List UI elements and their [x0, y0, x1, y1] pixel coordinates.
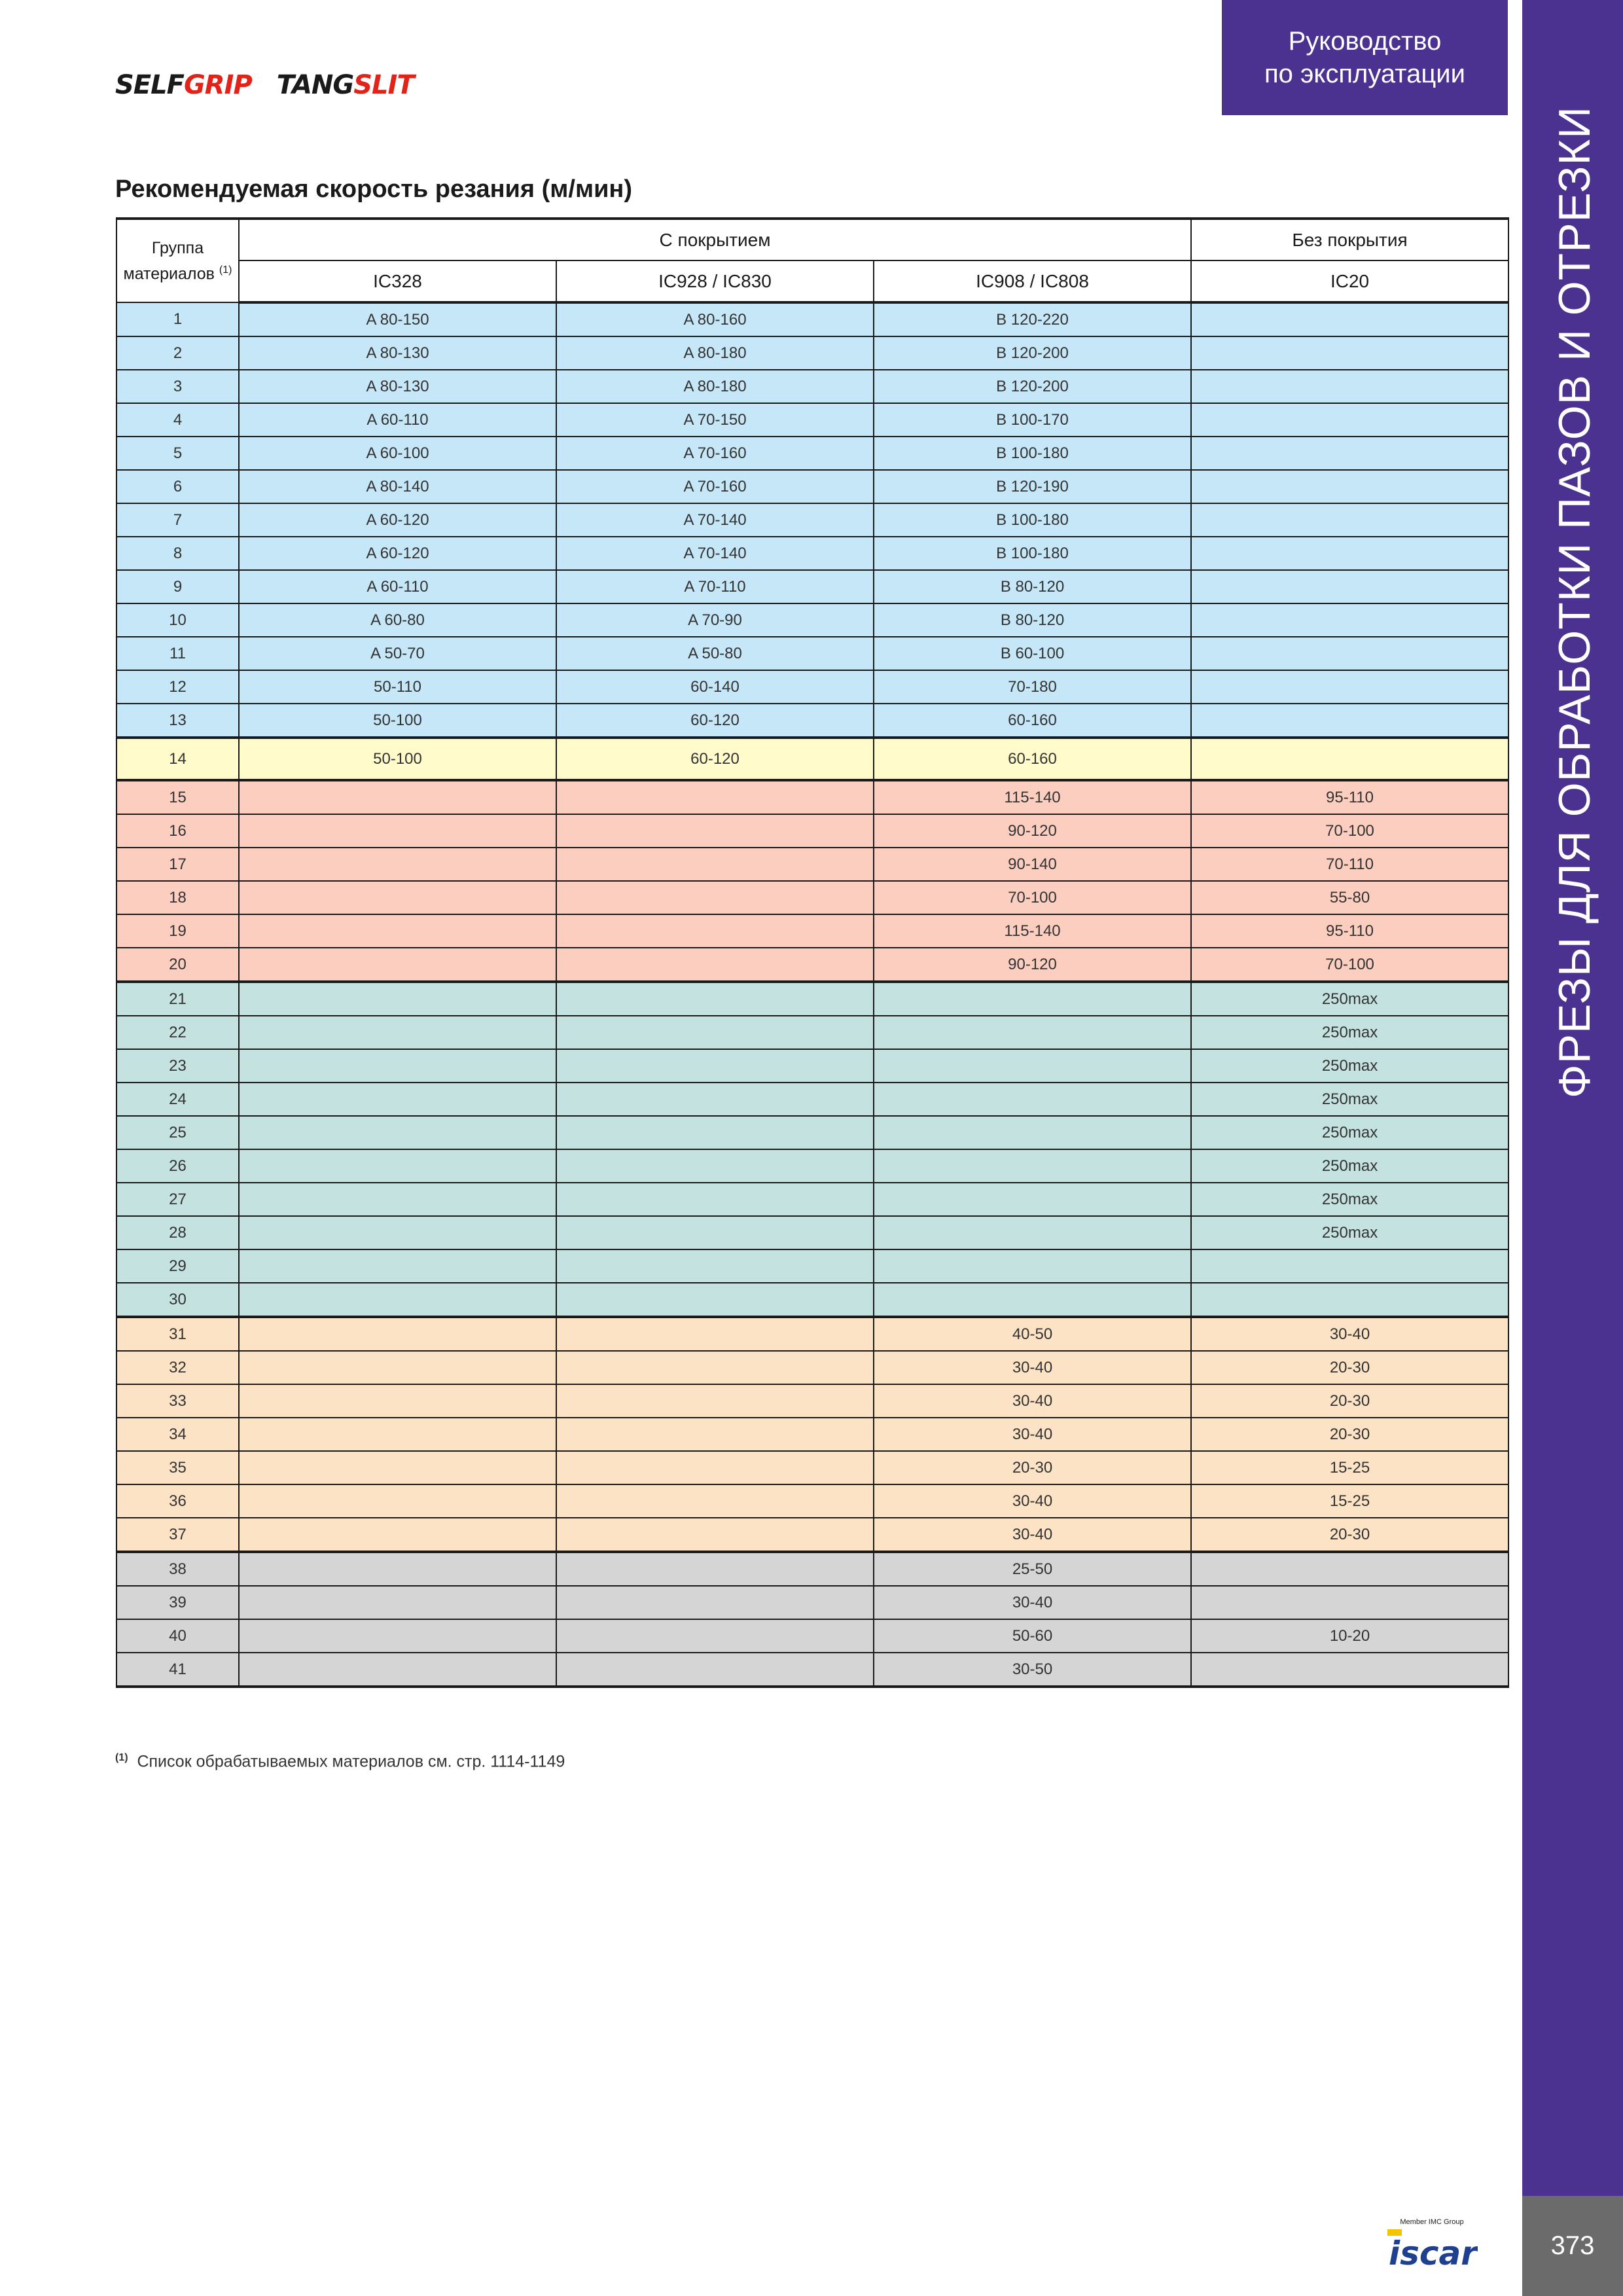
speed-cell: A 70-160: [556, 437, 874, 470]
speed-cell: A 70-110: [556, 570, 874, 603]
speed-cell: A 80-130: [239, 370, 556, 403]
speed-cell: [1191, 1249, 1508, 1283]
speed-cell: A 80-180: [556, 370, 874, 403]
material-group-cell: 26: [116, 1149, 239, 1183]
material-group-cell: 8: [116, 537, 239, 570]
speed-cell: [556, 1653, 874, 1687]
material-group-cell: 25: [116, 1116, 239, 1149]
material-group-cell: 36: [116, 1484, 239, 1518]
material-group-cell: 33: [116, 1384, 239, 1418]
table-row: [116, 1283, 1508, 1317]
manual-label-line2: по эксплуатации: [1264, 60, 1465, 88]
footnote-text: Список обрабатываемых материалов см. стр. 1114-1149: [137, 1752, 565, 1771]
column-header-ic20: IC20: [1191, 260, 1508, 302]
manual-label-line1: Руководство: [1288, 27, 1442, 56]
speed-cell: 95-110: [1191, 780, 1508, 814]
speed-cell: 30-40: [874, 1586, 1191, 1619]
speed-cell: [239, 814, 556, 848]
speed-cell: 60-160: [874, 704, 1191, 738]
speed-cell: A 60-120: [239, 503, 556, 537]
speed-cell: B 100-170: [874, 403, 1191, 437]
speed-cell: 55-80: [1191, 881, 1508, 914]
table-row: [116, 704, 1508, 738]
column-header-ic328: IC328: [239, 260, 556, 302]
speed-cell: [239, 1317, 556, 1351]
speed-cell: [556, 780, 874, 814]
speed-cell: [556, 1484, 874, 1518]
speed-cell: 30-40: [1191, 1317, 1508, 1351]
material-group-cell: 15: [116, 780, 239, 814]
speed-cell: 20-30: [1191, 1384, 1508, 1418]
speed-cell: B 100-180: [874, 437, 1191, 470]
table-row: [116, 470, 1508, 503]
iscar-tagline: Member IMC Group: [1400, 2218, 1464, 2226]
table-row: [116, 738, 1508, 780]
speed-cell: [1191, 1283, 1508, 1317]
speed-cell: 90-140: [874, 848, 1191, 881]
material-group-cell: 32: [116, 1351, 239, 1384]
speed-cell: A 80-140: [239, 470, 556, 503]
speed-cell: [1191, 1653, 1508, 1687]
material-group-cell: 6: [116, 470, 239, 503]
table-row: [116, 1451, 1508, 1484]
speed-cell: [874, 1083, 1191, 1116]
speed-cell: [1191, 503, 1508, 537]
speed-cell: [556, 1351, 874, 1384]
speed-cell: [239, 1518, 556, 1552]
table-row: [116, 982, 1508, 1016]
speed-cell: [239, 1484, 556, 1518]
iscar-name: iscar: [1389, 2234, 1477, 2271]
material-group-cell: 30: [116, 1283, 239, 1317]
brand-logos: [115, 68, 414, 102]
table-row: [116, 1317, 1508, 1351]
speed-cell: [874, 1116, 1191, 1149]
table-row: [116, 1552, 1508, 1586]
speed-cell: [239, 1083, 556, 1116]
speed-cell: [556, 1216, 874, 1249]
speed-cell: 15-25: [1191, 1451, 1508, 1484]
speed-cell: 50-110: [239, 670, 556, 704]
speed-cell: A 60-80: [239, 603, 556, 637]
table-row: [116, 1049, 1508, 1083]
speed-cell: [556, 1552, 874, 1586]
footnote: [115, 1752, 565, 1771]
table-row: [116, 1586, 1508, 1619]
material-group-cell: 31: [116, 1317, 239, 1351]
speed-cell: 60-160: [874, 738, 1191, 780]
material-group-cell: 12: [116, 670, 239, 704]
column-header-ic908: IC908 / IC808: [874, 260, 1191, 302]
speed-cell: [239, 1384, 556, 1418]
material-group-cell: 19: [116, 914, 239, 948]
table-row: [116, 336, 1508, 370]
speed-cell: 30-40: [874, 1384, 1191, 1418]
speed-cell: B 120-200: [874, 370, 1191, 403]
table-row: [116, 914, 1508, 948]
speed-cell: [239, 1653, 556, 1687]
material-group-cell: 40: [116, 1619, 239, 1653]
speed-cell: [1191, 570, 1508, 603]
speed-cell: 90-120: [874, 948, 1191, 982]
column-header-ic928: IC928 / IC830: [556, 260, 874, 302]
speed-cell: A 60-110: [239, 570, 556, 603]
table-row: [116, 302, 1508, 336]
table-row: [116, 948, 1508, 982]
material-group-cell: 7: [116, 503, 239, 537]
speed-cell: A 80-150: [239, 302, 556, 336]
table-row: [116, 603, 1508, 637]
speed-cell: 20-30: [1191, 1518, 1508, 1552]
speed-cell: [556, 1384, 874, 1418]
speed-cell: 250max: [1191, 1149, 1508, 1183]
table-row: [116, 881, 1508, 914]
speed-cell: 30-40: [874, 1418, 1191, 1451]
uncoated-header: Без покрытия: [1191, 219, 1508, 260]
speed-cell: [239, 1451, 556, 1484]
speed-cell: [1191, 670, 1508, 704]
material-group-cell: 21: [116, 982, 239, 1016]
speed-cell: B 120-220: [874, 302, 1191, 336]
table-row: [116, 670, 1508, 704]
speed-cell: [556, 1049, 874, 1083]
table-row: [116, 1484, 1508, 1518]
speed-cell: [239, 1049, 556, 1083]
speed-cell: 250max: [1191, 1183, 1508, 1216]
speed-cell: 15-25: [1191, 1484, 1508, 1518]
speed-cell: B 100-180: [874, 503, 1191, 537]
speed-cell: [1191, 637, 1508, 670]
material-group-cell: 20: [116, 948, 239, 982]
table-row: [116, 1016, 1508, 1049]
material-group-cell: 11: [116, 637, 239, 670]
speed-cell: A 70-150: [556, 403, 874, 437]
table-row: [116, 1216, 1508, 1249]
speed-cell: B 100-180: [874, 537, 1191, 570]
speed-cell: 50-60: [874, 1619, 1191, 1653]
speed-cell: A 70-90: [556, 603, 874, 637]
table-row: [116, 1418, 1508, 1451]
speed-cell: B 120-190: [874, 470, 1191, 503]
speed-cell: 20-30: [874, 1451, 1191, 1484]
speed-cell: B 120-200: [874, 336, 1191, 370]
speed-cell: A 60-120: [239, 537, 556, 570]
group-header: Группа материалов $^{(1)}$: [116, 219, 239, 302]
material-group-cell: 28: [116, 1216, 239, 1249]
table-row: [116, 503, 1508, 537]
material-group-cell: 34: [116, 1418, 239, 1451]
speed-cell: [1191, 437, 1508, 470]
table-row: [116, 1116, 1508, 1149]
speed-cell: [239, 848, 556, 881]
speed-cell: [239, 1216, 556, 1249]
material-group-cell: 16: [116, 814, 239, 848]
speed-cell: 25-50: [874, 1552, 1191, 1586]
speed-cell: 60-140: [556, 670, 874, 704]
manual-label: [1222, 0, 1508, 115]
speed-cell: 250max: [1191, 1116, 1508, 1149]
table-row: [116, 403, 1508, 437]
speed-cell: A 70-160: [556, 470, 874, 503]
speed-cell: [556, 1317, 874, 1351]
material-group-cell: 27: [116, 1183, 239, 1216]
speed-cell: [239, 1552, 556, 1586]
speed-cell: 20-30: [1191, 1418, 1508, 1451]
speed-cell: 30-50: [874, 1653, 1191, 1687]
speed-cell: 70-100: [1191, 814, 1508, 848]
speed-cell: [1191, 336, 1508, 370]
speed-cell: [874, 1016, 1191, 1049]
material-group-cell: 18: [116, 881, 239, 914]
material-group-cell: 1: [116, 302, 239, 336]
speed-cell: A 70-140: [556, 537, 874, 570]
speed-cell: 70-180: [874, 670, 1191, 704]
speed-cell: [556, 814, 874, 848]
tangslit-logo: TANGSLIT: [276, 70, 414, 100]
material-group-cell: 2: [116, 336, 239, 370]
speed-cell: [556, 881, 874, 914]
speed-cell: [239, 948, 556, 982]
speed-cell: 90-120: [874, 814, 1191, 848]
speed-cell: 30-40: [874, 1484, 1191, 1518]
page-number: 373: [1522, 2196, 1623, 2296]
speed-cell: [556, 1083, 874, 1116]
material-group-cell: 10: [116, 603, 239, 637]
speed-cell: 20-30: [1191, 1351, 1508, 1384]
speed-cell: [239, 1619, 556, 1653]
speed-cell: [556, 1418, 874, 1451]
speed-cell: [1191, 370, 1508, 403]
speed-cell: [1191, 470, 1508, 503]
material-group-cell: 5: [116, 437, 239, 470]
material-group-cell: 37: [116, 1518, 239, 1552]
material-group-cell: 4: [116, 403, 239, 437]
material-group-cell: 17: [116, 848, 239, 881]
speed-cell: 250max: [1191, 1083, 1508, 1116]
speed-cell: A 60-100: [239, 437, 556, 470]
table-row: [116, 537, 1508, 570]
speed-cell: [1191, 603, 1508, 637]
speed-cell: 60-120: [556, 704, 874, 738]
coated-header: С покрытием: [239, 219, 1191, 260]
table-row: [116, 570, 1508, 603]
material-group-cell: 38: [116, 1552, 239, 1586]
speed-cell: 250max: [1191, 982, 1508, 1016]
speed-cell: A 60-110: [239, 403, 556, 437]
table-row: [116, 1384, 1508, 1418]
speed-cell: [1191, 1552, 1508, 1586]
speed-cell: [239, 1351, 556, 1384]
selfgrip-logo: SELFGRIP: [115, 70, 252, 100]
speed-cell: 50-100: [239, 738, 556, 780]
iscar-logo: [1386, 2212, 1478, 2271]
table-row: [116, 780, 1508, 814]
speed-cell: 30-40: [874, 1518, 1191, 1552]
speed-cell: 95-110: [1191, 914, 1508, 948]
speed-cell: [556, 1116, 874, 1149]
speed-cell: 250max: [1191, 1049, 1508, 1083]
speed-cell: [1191, 302, 1508, 336]
material-group-cell: 29: [116, 1249, 239, 1283]
speed-cell: [1191, 704, 1508, 738]
speed-cell: A 50-80: [556, 637, 874, 670]
speed-cell: [556, 1586, 874, 1619]
material-group-cell: 22: [116, 1016, 239, 1049]
table-row: [116, 1619, 1508, 1653]
speed-cell: [1191, 537, 1508, 570]
speed-cell: B 80-120: [874, 570, 1191, 603]
speed-cell: [239, 1586, 556, 1619]
speed-cell: A 80-130: [239, 336, 556, 370]
speed-cell: 50-100: [239, 704, 556, 738]
speed-cell: [874, 1049, 1191, 1083]
table-row: [116, 637, 1508, 670]
speed-cell: A 80-180: [556, 336, 874, 370]
table-row: [116, 1183, 1508, 1216]
material-group-cell: 24: [116, 1083, 239, 1116]
speed-cell: 115-140: [874, 780, 1191, 814]
table-row: [116, 848, 1508, 881]
speed-cell: 250max: [1191, 1216, 1508, 1249]
speed-cell: [239, 1249, 556, 1283]
speed-cell: 70-100: [874, 881, 1191, 914]
speed-cell: [556, 948, 874, 982]
speed-cell: 250max: [1191, 1016, 1508, 1049]
speed-cell: A 70-140: [556, 503, 874, 537]
material-group-cell: 35: [116, 1451, 239, 1484]
speed-cell: [239, 914, 556, 948]
material-group-cell: 3: [116, 370, 239, 403]
table-body: [116, 302, 1508, 1687]
speed-cell: [239, 1283, 556, 1317]
speed-cell: [556, 1619, 874, 1653]
speed-cell: [1191, 1586, 1508, 1619]
material-group-cell: 41: [116, 1653, 239, 1687]
speed-cell: 70-100: [1191, 948, 1508, 982]
speed-cell: [556, 1283, 874, 1317]
speed-cell: B 60-100: [874, 637, 1191, 670]
speed-cell: [556, 1518, 874, 1552]
speed-cell: [556, 848, 874, 881]
speed-cell: [874, 1183, 1191, 1216]
speed-cell: [874, 1149, 1191, 1183]
speed-cell: 70-110: [1191, 848, 1508, 881]
speed-cell: [239, 1149, 556, 1183]
speed-cell: [556, 1016, 874, 1049]
speed-cell: [874, 1216, 1191, 1249]
table-row: [116, 1083, 1508, 1116]
speed-cell: 40-50: [874, 1317, 1191, 1351]
table-row: [116, 814, 1508, 848]
speed-cell: 10-20: [1191, 1619, 1508, 1653]
cutting-speed-table: [116, 217, 1509, 1688]
table-row: [116, 1653, 1508, 1687]
speed-cell: B 80-120: [874, 603, 1191, 637]
speed-cell: [239, 1418, 556, 1451]
speed-cell: [239, 780, 556, 814]
speed-cell: [874, 1249, 1191, 1283]
speed-cell: [556, 1249, 874, 1283]
speed-cell: 30-40: [874, 1351, 1191, 1384]
speed-cell: [556, 982, 874, 1016]
table-row: [116, 1249, 1508, 1283]
table-row: [116, 1351, 1508, 1384]
speed-cell: [239, 1016, 556, 1049]
material-group-cell: 9: [116, 570, 239, 603]
speed-cell: [874, 1283, 1191, 1317]
speed-cell: [556, 1183, 874, 1216]
speed-cell: A 80-160: [556, 302, 874, 336]
speed-cell: [239, 881, 556, 914]
page-title: Рекомендуемая скорость резания (м/мин): [115, 175, 633, 203]
table-row: [116, 370, 1508, 403]
speed-cell: [239, 1116, 556, 1149]
material-group-cell: 14: [116, 738, 239, 780]
speed-cell: A 50-70: [239, 637, 556, 670]
speed-cell: 60-120: [556, 738, 874, 780]
table-row: [116, 1518, 1508, 1552]
table-row: [116, 437, 1508, 470]
speed-cell: [1191, 738, 1508, 780]
table-row: [116, 1149, 1508, 1183]
footnote-mark: (1): [115, 1752, 128, 1763]
speed-cell: [556, 914, 874, 948]
speed-cell: [556, 1149, 874, 1183]
material-group-cell: 39: [116, 1586, 239, 1619]
speed-cell: [239, 982, 556, 1016]
speed-cell: [1191, 403, 1508, 437]
speed-cell: 115-140: [874, 914, 1191, 948]
speed-cell: [239, 1183, 556, 1216]
speed-cell: [874, 982, 1191, 1016]
material-group-cell: 13: [116, 704, 239, 738]
speed-cell: [556, 1451, 874, 1484]
material-group-cell: 23: [116, 1049, 239, 1083]
